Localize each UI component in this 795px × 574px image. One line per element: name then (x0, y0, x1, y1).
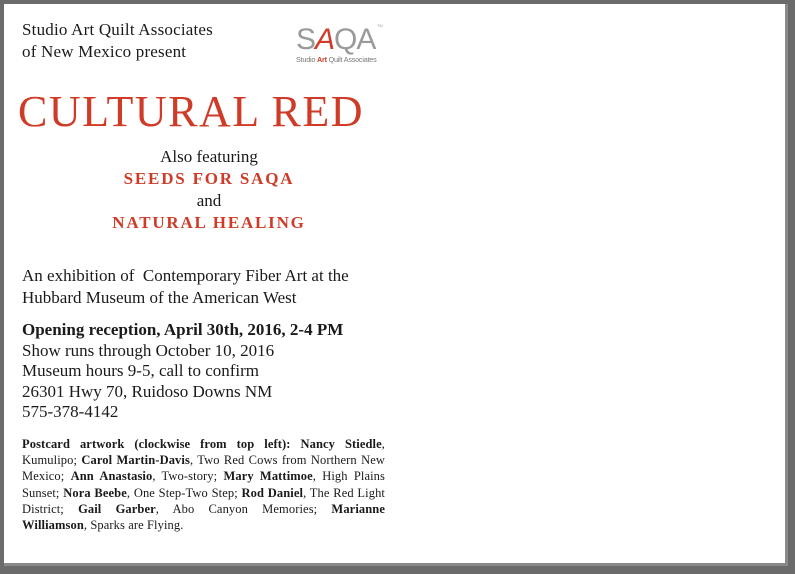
logo-tm: TM (377, 23, 383, 28)
featured-show-2: NATURAL HEALING (112, 213, 306, 232)
artwork-title: , Sparks are Flying. (83, 518, 184, 533)
logo-mark-s: S (296, 23, 316, 56)
artist-name: Carol Martin-Davis (81, 453, 190, 468)
logo-subtitle-post: Quilt Associates (326, 55, 377, 64)
museum-address: 26301 Hwy 70, Ruidoso Downs NM (22, 381, 273, 401)
saqa-logo (292, 17, 388, 65)
featured-show-1: SEEDS FOR SAQA (123, 169, 295, 188)
artist-name: Nora Beebe (63, 485, 127, 500)
artwork-title: , Two-story; (152, 469, 224, 484)
exhibition-line-2: Hubbard Museum of the American West (22, 288, 297, 307)
artwork-title: , The Red Light District; (22, 485, 385, 516)
artwork-title: , Two Red Cows from Northern New Mexico; (22, 453, 385, 484)
exhibition-title: CULTURAL RED (18, 87, 364, 136)
presenter-line-1: Studio Art Quilt Associates (22, 20, 213, 39)
logo-subtitle-pre: Studio (296, 55, 317, 64)
museum-phone: 575-378-4142 (22, 402, 119, 421)
artist-name: Marianne Williamson (22, 501, 385, 533)
artist-name: Gail Garber (78, 501, 156, 516)
artist-name: Rod Daniel (241, 485, 304, 500)
svg-text:Studio Art Quilt Associates (296, 55, 377, 64)
logo-mark-qa: QA (334, 23, 376, 56)
artwork-title: , Abo Canyon Memories; (155, 501, 332, 516)
logo-subtitle-art: Art (316, 55, 327, 64)
artwork-credits (22, 436, 385, 533)
artist-name: Ann Anastasio (70, 469, 153, 484)
credits-intro: Postcard artwork (clockwise from top left): (22, 437, 291, 451)
artwork-title: , One Step-Two Step; (126, 485, 242, 500)
artist-name: Mary Mattimoe (223, 469, 313, 484)
exhibition-description (22, 265, 402, 309)
postcard (4, 4, 788, 566)
featuring-and: and (196, 191, 222, 210)
exhibition-line-1: An exhibition of Contemporary Fiber Art at the (22, 266, 349, 285)
featuring-intro: Also featuring (160, 147, 258, 166)
artist-name: Nancy Stiedle (300, 437, 382, 451)
opening-reception: Opening reception, April 30th, 2016, 2-4 PM (22, 320, 344, 339)
logo-mark-a: A (315, 23, 335, 56)
museum-hours: Museum hours 9-5, call to confirm (22, 361, 260, 380)
featuring-block (20, 146, 398, 234)
presenter-text (22, 19, 213, 63)
presenter-line-2: of New Mexico present (22, 42, 187, 61)
artwork-title: , High Plains Sunset; (22, 469, 385, 500)
event-details (22, 320, 402, 423)
show-dates: Show runs through October 10, 2016 (22, 340, 275, 360)
svg-text:SAQA (296, 23, 376, 56)
artwork-title: , Kumulipo; (22, 437, 386, 468)
